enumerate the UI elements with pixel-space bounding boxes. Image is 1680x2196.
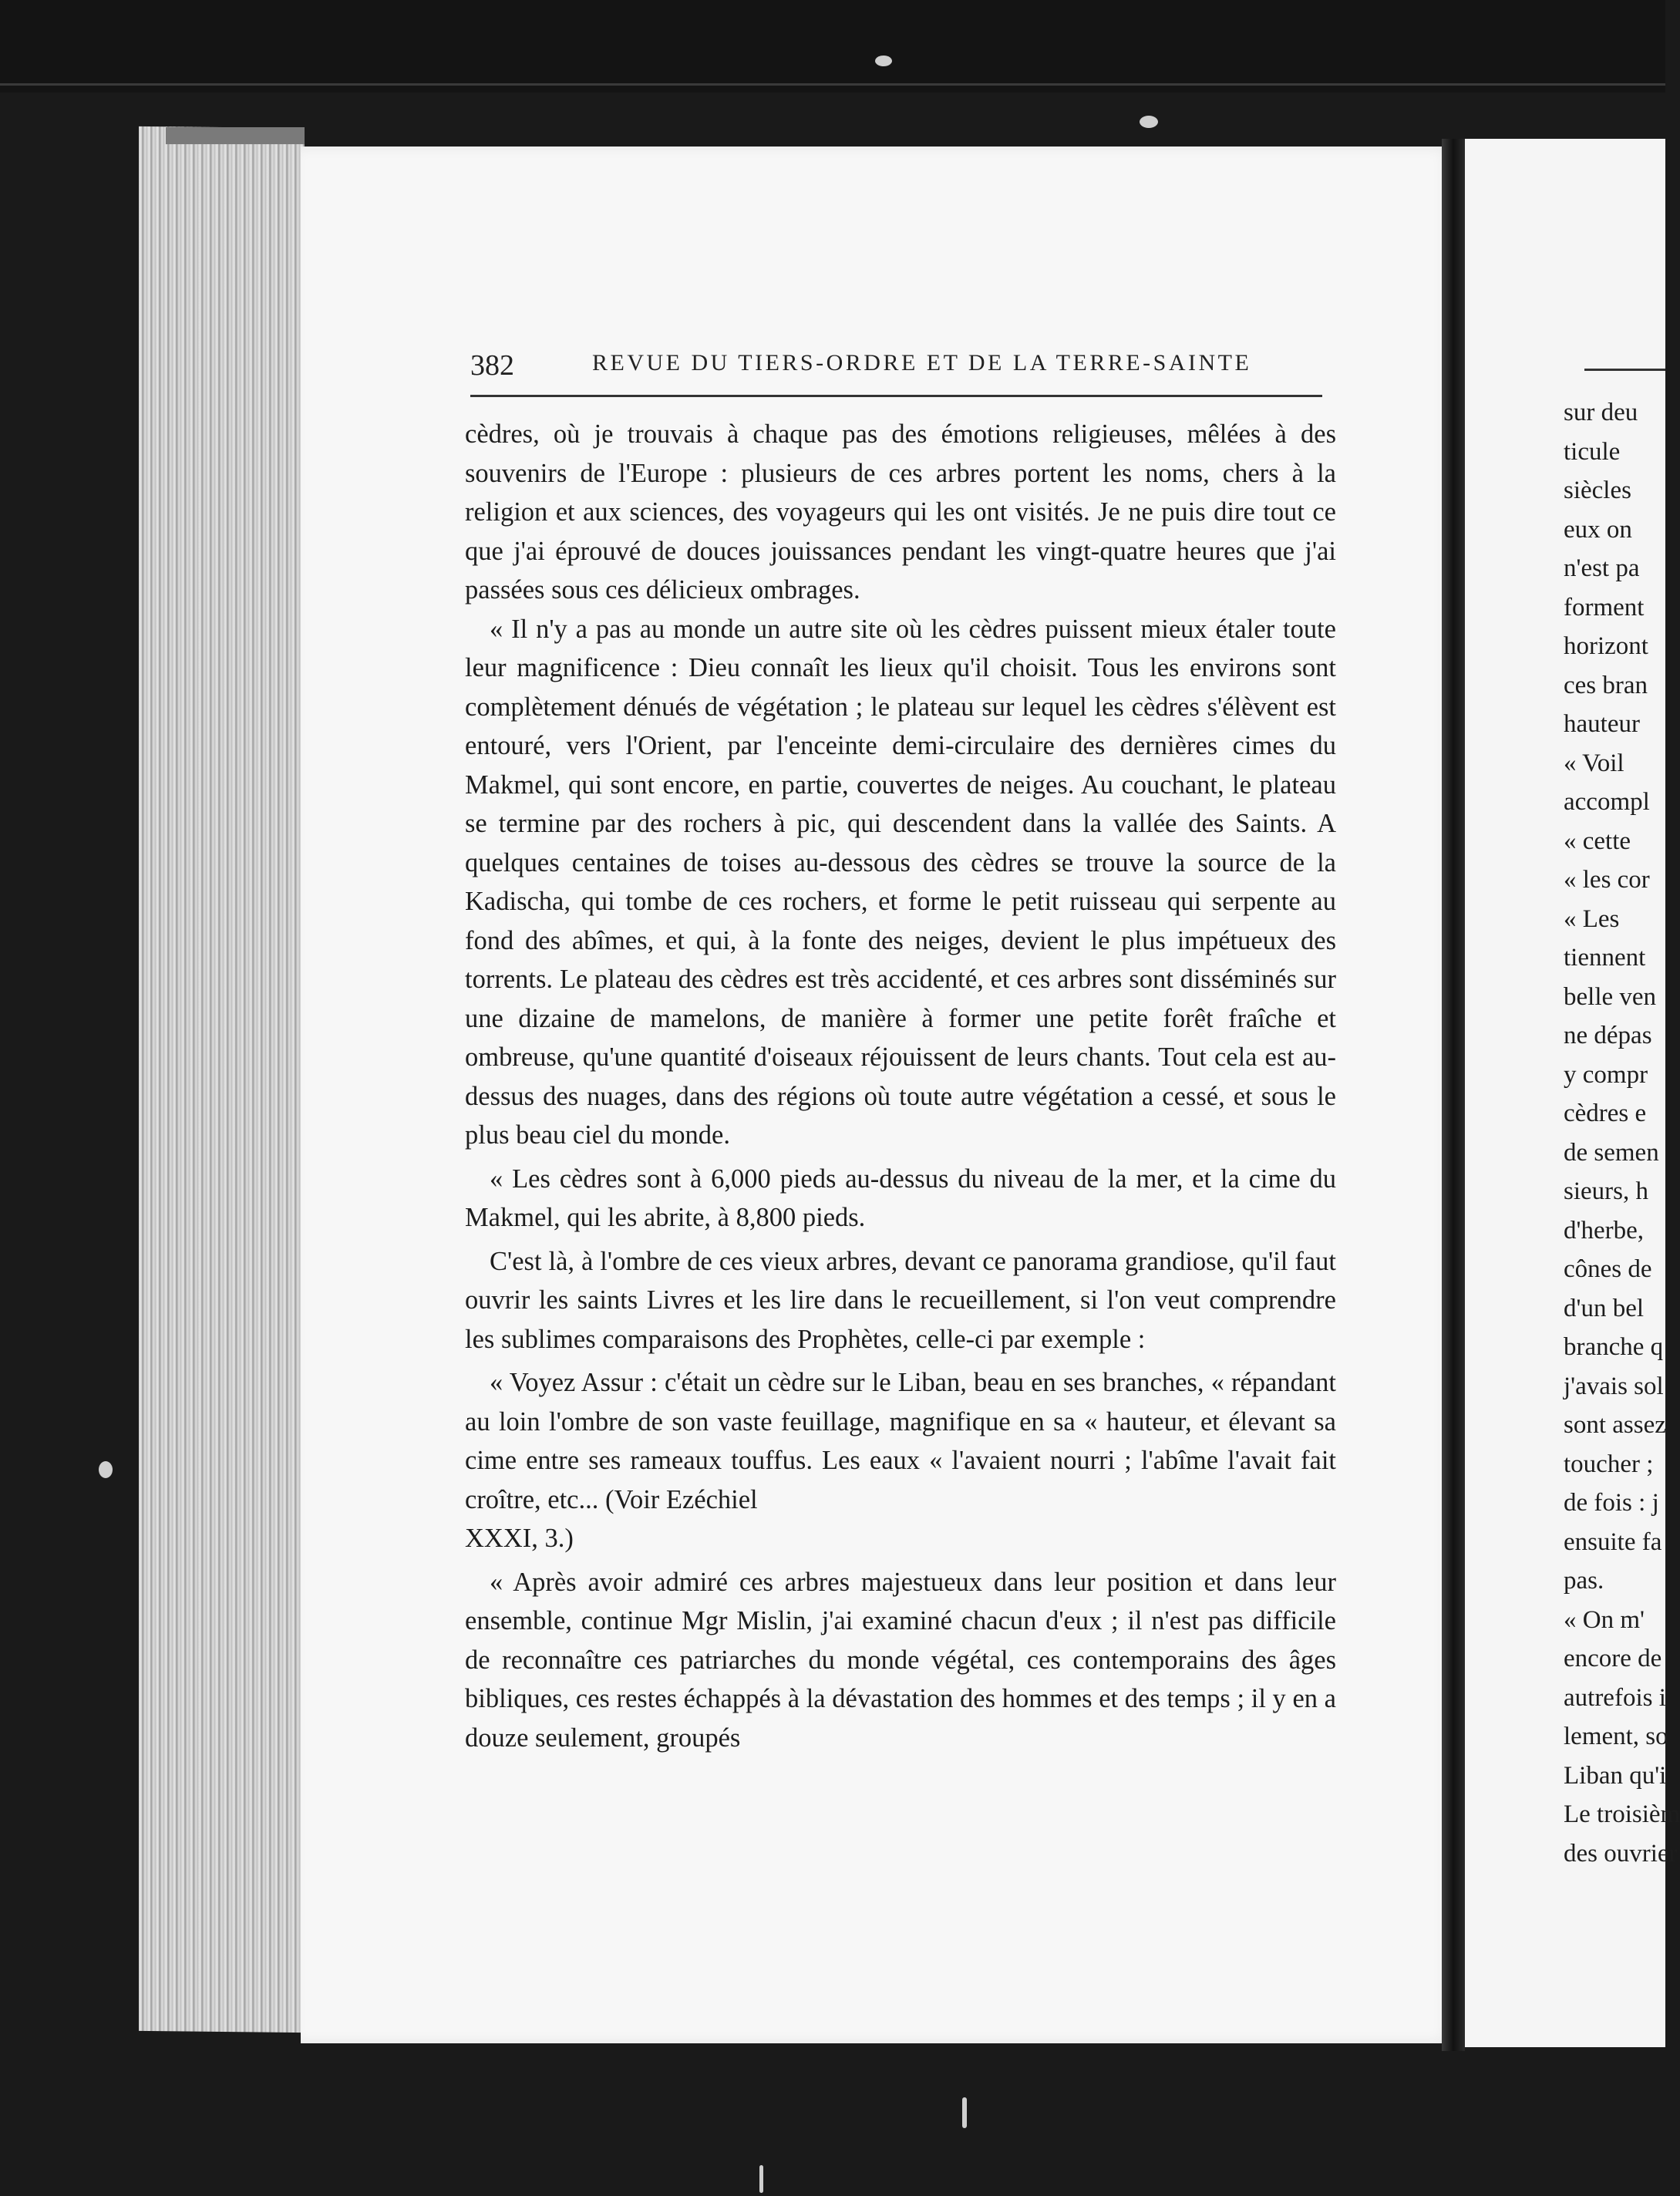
right-page-header-rule — [1584, 369, 1665, 371]
right-page-line: encore de — [1564, 1645, 1662, 1672]
right-page-line: tiennent — [1564, 944, 1646, 972]
right-page-line: lement, so — [1564, 1723, 1668, 1750]
right-page-line: belle ven — [1564, 982, 1657, 1011]
page-body — [465, 415, 1336, 1757]
right-page-line: de fois : j — [1564, 1489, 1659, 1517]
dust-speck — [962, 2097, 967, 2128]
paragraph-3: « Les cèdres sont à 6,000 pieds au-dessus du niveau de la mer, et la cime du Makmel, qui les abrite, à 8,800 pieds. — [465, 1164, 1336, 1232]
right-page-line: ticule — [1564, 437, 1621, 466]
right-page-line: horizont — [1564, 632, 1648, 660]
microfilm-border — [0, 0, 1665, 93]
right-page-line: y compr — [1564, 1060, 1648, 1089]
right-page-line: j'avais sol — [1564, 1372, 1664, 1400]
page-stack-edge — [139, 126, 305, 2033]
right-page-line: eux on — [1564, 515, 1632, 544]
right-page-line: de semen — [1564, 1138, 1659, 1167]
book-gutter — [1442, 139, 1465, 2051]
right-page-line: cônes de — [1564, 1255, 1652, 1283]
paragraph-2: « Il n'y a pas au monde un autre site où les cèdres puissent mieux étaler toute leur magnificence : Dieu connaît les lieux qu'il choisit. Tous les environs sont complètement dénués de végétation ; le plateau sur lequel les cèdres s'élèvent est entouré, vers l'Orient, par l'enceinte demi-circulaire des dernières cimes du Makmel, qui sont encore, en partie, couvertes de neiges. Au couchant, le plateau se termine par des rochers à pic, qui descendent dans la vallée des Saints. A quelques centaines de toises au-dessous des cèdres se trouve la source de la Kadischa, qui tombe de ces rochers, et forme le petit ruisseau qui serpente au fond des abîmes, et qui, à la fonte des neiges, devient le plus impétueux des torrents. Le plateau des cèdres est très accidenté, et ces arbres sont disséminés sur une dizaine de mamelons, de manière à former une petite forêt fraîche et ombreuse, qu'une quantité d'oiseaux réjouissent de leurs chants. Tout cela est au-dessus des nuages, dans des régions où toute autre végétation a cessé, et sous le plus beau ciel du monde. — [465, 614, 1336, 1150]
right-page-line: « les cor — [1564, 866, 1650, 894]
right-page-line: ces bran — [1564, 671, 1648, 699]
right-page-line: des ouvrier — [1564, 1839, 1678, 1868]
right-page-line: sieurs, h — [1564, 1177, 1648, 1205]
right-page-line: ensuite fa — [1564, 1527, 1662, 1556]
right-page-line: siècles — [1564, 477, 1631, 504]
right-page-line: sur deu — [1564, 399, 1638, 426]
paragraph-5-reference: XXXI, 3.) — [465, 1524, 574, 1553]
dust-speck — [1140, 116, 1158, 128]
right-page-line: forment — [1564, 593, 1645, 621]
right-page-text — [1564, 393, 1680, 1873]
right-page-line: Liban qu'i — [1564, 1761, 1667, 1790]
right-page-line: accompl — [1564, 788, 1650, 816]
right-page-line: « On m' — [1564, 1605, 1645, 1634]
right-page-line: ne dépas — [1564, 1022, 1652, 1049]
right-page-line: toucher ; — [1564, 1450, 1654, 1478]
running-head — [470, 345, 1322, 384]
paragraph-6: « Après avoir admiré ces arbres majestueux dans leur position et dans leur ensemble, continue Mgr Mislin, j'ai examiné chacun d'eux ; il n'est pas difficile de reconnaître ces patriarches du monde végétal, ces contemporains des âges bibliques, ces restes échappés à la dévastation des hommes et des temps ; il y en a douze seulement, groupés — [465, 1567, 1336, 1753]
right-page-line: « cette — [1564, 827, 1631, 855]
microfilm-edge-line — [0, 83, 1665, 86]
right-page-line: « Voil — [1564, 749, 1624, 777]
paragraph-5-quote: « Voyez Assur : c'était un cèdre sur le Liban, beau en ses branches, « répandant au loin l'ombre de son vaste feuillage, magnifique en sa « hauteur, et élevant sa cime entre ses rameaux touffus. Les eaux « l'avaient nourri ; l'abîme l'avait fait croître, etc... (Voir Ezéchiel — [465, 1368, 1336, 1514]
right-page-line: Le troisièm — [1564, 1800, 1680, 1828]
paragraph-1: cèdres, où je trouvais à chaque pas des émotions religieuses, mêlées à des souvenirs de l'Europe : plusieurs de ces arbres portent les noms, chers à la religion et aux sciences, des voyageurs qui les ont visités. Je ne puis dire tout ce que j'ai éprouvé de douces jouissances pendant les vingt-quatre heures que j'ai passées sous ces délicieux ombrages. — [465, 419, 1336, 605]
right-page-line: pas. — [1564, 1567, 1604, 1595]
right-page-line: branche q — [1564, 1333, 1664, 1361]
right-page-line: n'est pa — [1564, 554, 1640, 582]
right-page-line: d'herbe, — [1564, 1216, 1644, 1245]
right-page-line: « Les — [1564, 904, 1620, 933]
page-stack-top — [166, 127, 305, 144]
dust-speck — [875, 56, 892, 66]
running-head-title: REVUE DU TIERS-ORDRE ET DE LA TERRE-SAINTE — [592, 350, 1252, 376]
right-page-line: sont assez — [1564, 1411, 1666, 1439]
right-page-line: hauteur — [1564, 710, 1640, 738]
paragraph-4: C'est là, à l'ombre de ces vieux arbres, devant ce panorama grandiose, qu'il faut ouvrir les saints Livres et les lire dans le recueillement, si l'on veut comprendre les sublimes comparaisons des Prophètes, celle-ci par exemple : — [465, 1246, 1336, 1354]
right-page-line: autrefois i — [1564, 1683, 1666, 1712]
dust-speck — [759, 2165, 763, 2193]
page-number: 382 — [470, 349, 514, 382]
right-page-line: d'un bel — [1564, 1294, 1645, 1322]
dust-speck — [99, 1461, 113, 1478]
header-rule — [470, 395, 1322, 397]
right-page-line: cèdres e — [1564, 1100, 1647, 1127]
